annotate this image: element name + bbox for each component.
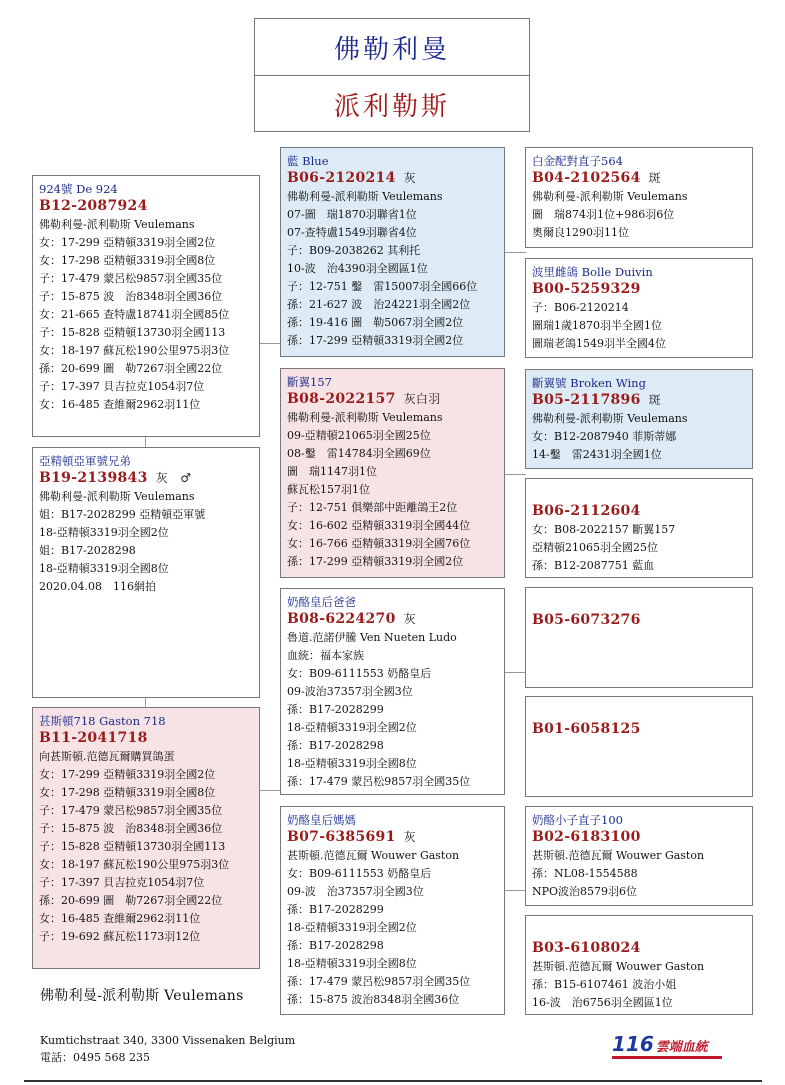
sire-card (280, 147, 505, 357)
gaston-card (32, 707, 260, 969)
card-line: 孫：19-416 圖 勒5067羽全國2位 (287, 316, 464, 329)
card-line: 孫：B17-2028299 (287, 703, 384, 716)
connector-line (259, 343, 281, 344)
title-name-top: 佛勒利曼 (255, 19, 529, 76)
ring-number: B05-6073276 (532, 612, 641, 628)
card-line: 女：16-766 亞精頓3319羽全國76位 (287, 537, 471, 550)
card-line: 孫：NL08-1554588 (532, 867, 638, 880)
card-line: 佛勒利曼-派利勒斯 Veulemans (532, 412, 688, 425)
card-label: 亞精頓亞軍號兄弟 (39, 454, 131, 468)
card-line: 孫：15-875 波治8348羽全國36位 (287, 993, 460, 1006)
sire2-dam-card (525, 696, 753, 797)
ring-number: B08-6224270 灰 (287, 611, 416, 627)
card-line: 2020.04.08 116網拍 (39, 580, 156, 593)
card-line: 子：15-875 波 治8348羽全國36位 (39, 822, 223, 835)
card-line: 女：B08-2022157 斷翼157 (532, 523, 676, 536)
dam2-card (280, 806, 505, 1015)
card-line: NPO波治8579羽6位 (532, 885, 638, 898)
card-line: 子：12-751 鑿 雷15007羽全國66位 (287, 280, 478, 293)
connector-line (504, 252, 526, 253)
card-line: 佛勒利曼-派利勒斯 Veulemans (39, 218, 195, 231)
card-line: 孫：20-699 圖 勒7267羽全國22位 (39, 362, 223, 375)
card-line: 女：B09-6111553 奶酪皇后 (287, 867, 432, 880)
card-line: 甚斯頓.范德瓦爾 Wouwer Gaston (532, 960, 705, 973)
card-line: 孫：B15-6107461 波治小姐 (532, 978, 677, 991)
address-block (40, 1032, 295, 1066)
connector-line (504, 474, 526, 475)
card-line: 女：17-299 亞精頓3319羽全國2位 (39, 236, 216, 249)
card-line: 子：17-397 貝吉拉克1054羽7位 (39, 380, 205, 393)
dam-card (280, 368, 505, 578)
logo-text: 雲端血統 (655, 1040, 708, 1055)
dam-sire-card (525, 369, 753, 469)
card-line: 18-亞精頓3319羽全國2位 (39, 526, 169, 539)
ring-number: B06-2112604 (532, 503, 641, 519)
connector-line (145, 697, 146, 707)
card-line: 孫：17-479 蒙呂松9857羽全國35位 (287, 775, 471, 788)
ring-number: B03-6108024 (532, 940, 641, 956)
card-line: 子：17-479 蒙呂松9857羽全國35位 (39, 272, 223, 285)
connector-line (504, 890, 526, 891)
card-line: 09-亞精頓21065羽全國25位 (287, 429, 431, 442)
card-label: 藍 Blue (287, 154, 329, 168)
sire2-card (280, 588, 505, 795)
ring-number: B19-2139843 灰 ♂ (39, 470, 192, 486)
logo-number: 116 (612, 1032, 654, 1056)
card-line: 07-查特盧1549羽聯省4位 (287, 226, 417, 239)
card-line: 姐：B17-2028298 (39, 544, 136, 557)
ring-number: B07-6385691 灰 (287, 829, 416, 845)
card-line: 蘇瓦松157羽1位 (287, 483, 370, 496)
card-line: 向甚斯頓.范德瓦爾購買鴿蛋 (39, 750, 175, 763)
card-line: 18-亞精頓3319羽全國8位 (39, 562, 169, 575)
card-line: 女：17-298 亞精頓3319羽全國8位 (39, 254, 216, 267)
card-line: 子：B09-2038262 其利托 (287, 244, 421, 257)
card-line: 07-圖 瑞1870羽聯省1位 (287, 208, 417, 221)
card-line: 圖瑞老鴿1549羽半全國4位 (532, 337, 666, 350)
card-line: 08-鑿 雷14784羽全國69位 (287, 447, 431, 460)
card-line: 女：B12-2087940 菲斯蒂娜 (532, 430, 677, 443)
card-line: 奧爾良1290羽11位 (532, 226, 629, 239)
card-label: 波里雌鴿 Bolle Duivin (532, 265, 653, 279)
card-line: 16-波 治6756羽全國區1位 (532, 996, 673, 1009)
sibling-card (32, 447, 260, 698)
card-line: 子：15-828 亞精頓13730羽全國113 (39, 326, 226, 339)
color-label: 灰 ♂ (155, 471, 192, 485)
color-label: 斑 (648, 171, 661, 185)
subject-bird-card (32, 175, 260, 437)
card-line: 女：16-602 亞精頓3319羽全國44位 (287, 519, 471, 532)
card-line: 血統：福本家族 (287, 649, 364, 662)
card-line: 孫：B12-2087751 藍血 (532, 559, 655, 572)
card-label: 奶酪皇后媽媽 (287, 813, 356, 827)
dam2-sire-card (525, 806, 753, 906)
card-line: 孫：17-479 蒙呂松9857羽全國35位 (287, 975, 471, 988)
color-label: 灰 (403, 612, 416, 626)
ring-number: B11-2041718 (39, 730, 148, 746)
dam2-dam-card (525, 915, 753, 1015)
ring-number: B02-6183100 (532, 829, 641, 845)
card-line: 甚斯頓.范德瓦爾 Wouwer Gaston (287, 849, 460, 862)
brand-logo (612, 1032, 708, 1056)
ring-number: B04-2102564 斑 (532, 170, 661, 186)
card-line: 女：21-665 查特盧18741羽全國85位 (39, 308, 230, 321)
card-line: 佛勒利曼-派利勒斯 Veulemans (287, 190, 443, 203)
card-line: 孫：21-627 波 治24221羽全國2位 (287, 298, 471, 311)
card-line: 子：15-875 波 治8348羽全國36位 (39, 290, 223, 303)
card-line: 孫：20-699 圖 勒7267羽全國22位 (39, 894, 223, 907)
card-line: 子：B06-2120214 (532, 301, 629, 314)
card-line: 女：B09-6111553 奶酪皇后 (287, 667, 432, 680)
card-line: 女：17-298 亞精頓3319羽全國8位 (39, 786, 216, 799)
address-line: Kumtichstraat 340, 3300 Vissenaken Belgium (40, 1034, 296, 1047)
card-line: 子：12-751 俱樂部中距離鴿王2位 (287, 501, 458, 514)
card-label: 斷翼157 (287, 375, 332, 389)
sire2-sire-card (525, 587, 753, 688)
card-line: 孫：B17-2028298 (287, 939, 384, 952)
card-label: 斷翼號 Broken Wing (532, 376, 646, 390)
card-line: 子：17-479 蒙呂松9857羽全國35位 (39, 804, 223, 817)
card-line: 佛勒利曼-派利勒斯 Veulemans (287, 411, 443, 424)
card-line: 圖 瑞1147羽1位 (287, 465, 377, 478)
card-line: 14-鑿 雷2431羽全國1位 (532, 448, 662, 461)
card-line: 魯道.范諾伊騰 Ven Nueten Ludo (287, 631, 457, 644)
connector-line (259, 790, 281, 791)
ring-number: B00-5259329 (532, 281, 641, 297)
card-line: 18-亞精頓3319羽全國8位 (287, 757, 417, 770)
connector-line (504, 672, 526, 673)
card-line: 女：16-485 查維爾2962羽11位 (39, 398, 201, 411)
card-label: 白金配對直子564 (532, 154, 623, 168)
card-label: 924號 De 924 (39, 182, 118, 196)
dam-dam-card (525, 478, 753, 578)
card-line: 子：15-828 亞精頓13730羽全國113 (39, 840, 226, 853)
color-label: 斑 (648, 393, 661, 407)
card-line: 女：16-485 查維爾2962羽11位 (39, 912, 201, 925)
card-line: 18-亞精頓3319羽全國2位 (287, 921, 417, 934)
ring-number: B12-2087924 (39, 198, 148, 214)
card-line: 孫：B17-2028298 (287, 739, 384, 752)
card-label: 奶酪皇后爸爸 (287, 595, 356, 609)
card-line: 子：19-692 蘇瓦松1173羽12位 (39, 930, 201, 943)
card-line: 圖 瑞874羽1位+986羽6位 (532, 208, 675, 221)
card-line: 子：17-397 貝吉拉克1054羽7位 (39, 876, 205, 889)
card-line: 女：18-197 蘇瓦松190公里975羽3位 (39, 858, 230, 871)
color-label: 灰白羽 (403, 392, 441, 406)
sire-sire-card (525, 147, 753, 248)
card-line: 佛勒利曼-派利勒斯 Veulemans (532, 190, 688, 203)
card-line: 09-波治37357羽全國3位 (287, 685, 413, 698)
card-line: 甚斯頓.范德瓦爾 Wouwer Gaston (532, 849, 705, 862)
card-line: 姐：B17-2028299 亞精頓亞軍號 (39, 508, 206, 521)
card-line: 10-波 治4390羽全國區1位 (287, 262, 428, 275)
color-label: 灰 (403, 171, 416, 185)
ring-number: B01-6058125 (532, 721, 641, 737)
pedigree-title (254, 18, 530, 132)
card-line: 孫：17-299 亞精頓3319羽全國2位 (287, 555, 464, 568)
title-name-bottom: 派利勒斯 (333, 91, 450, 122)
color-label: 灰 (403, 830, 416, 844)
card-label: 甚斯頓718 Gaston 718 (39, 714, 166, 728)
phone-line: 電話：0495 568 235 (40, 1051, 150, 1064)
card-line: 圖瑞1歲1870羽半全國1位 (532, 319, 662, 332)
card-line: 女：17-299 亞精頓3319羽全國2位 (39, 768, 216, 781)
card-line: 18-亞精頓3319羽全國2位 (287, 721, 417, 734)
card-line: 孫：17-299 亞精頓3319羽全國2位 (287, 334, 464, 347)
card-label: 奶酪小子直子100 (532, 813, 623, 827)
ring-number: B06-2120214 灰 (287, 170, 416, 186)
card-line: 亞精頓21065羽全國25位 (532, 541, 658, 554)
card-line: 18-亞精頓3319羽全國8位 (287, 957, 417, 970)
card-line: 孫：B17-2028299 (287, 903, 384, 916)
ring-number: B08-2022157 灰白羽 (287, 391, 441, 407)
card-line: 09-波 治37357羽全國3位 (287, 885, 424, 898)
card-line: 佛勒利曼-派利勒斯 Veulemans (39, 490, 195, 503)
sire-dam-card (525, 258, 753, 358)
card-line: 女：18-197 蘇瓦松190公里975羽3位 (39, 344, 230, 357)
bottom-divider (24, 1080, 762, 1082)
owner-name: 佛勒利曼-派利勒斯 Veulemans (40, 988, 244, 1004)
logo-underline (612, 1056, 722, 1059)
ring-number: B05-2117896 斑 (532, 392, 661, 408)
